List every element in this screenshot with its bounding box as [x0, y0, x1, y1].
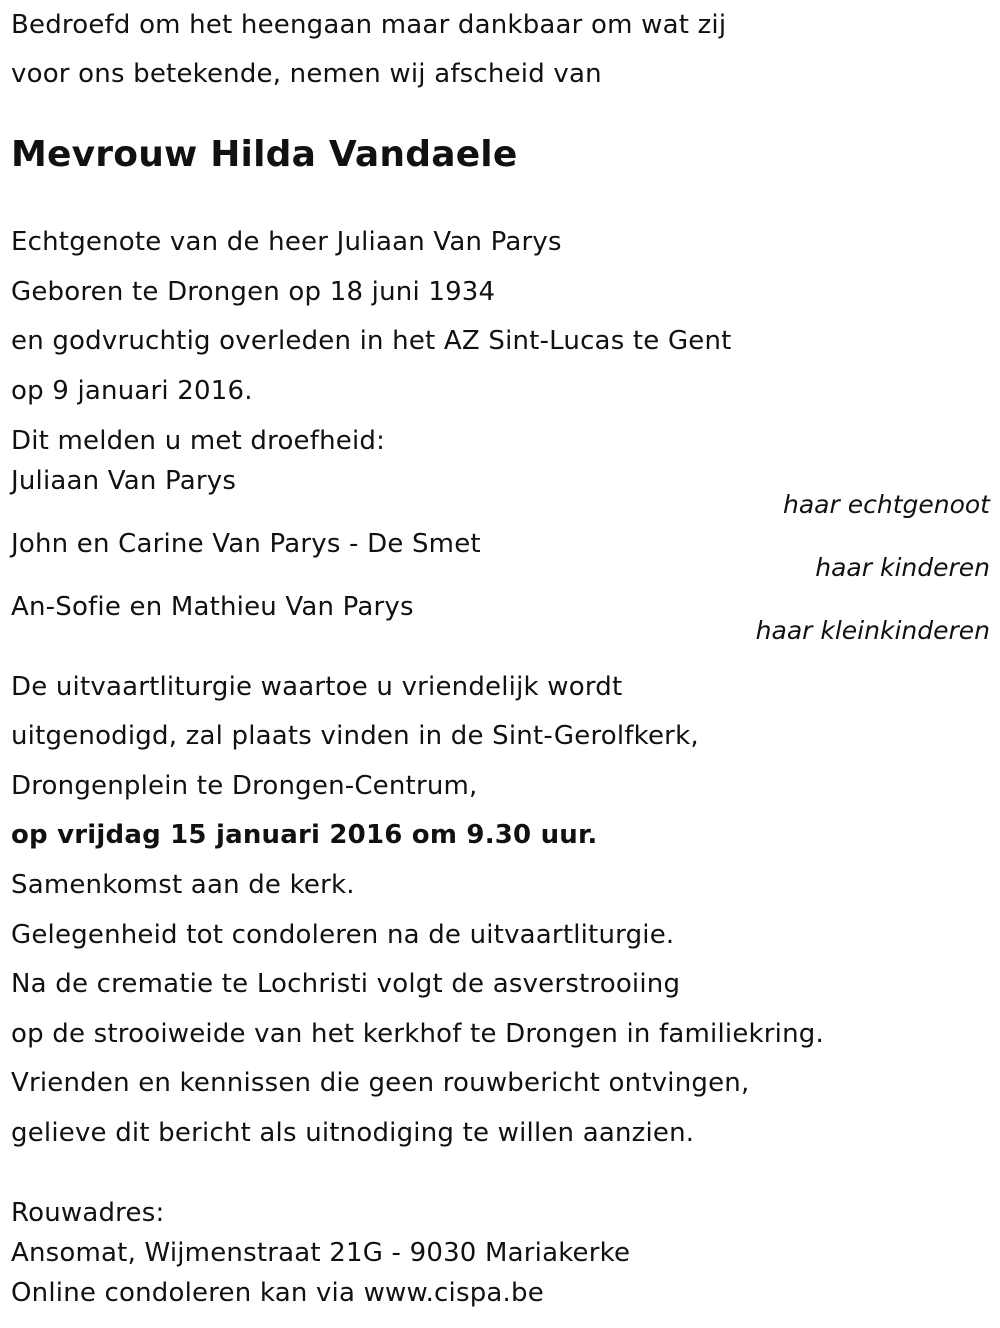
bio-line-4: op 9 januari 2016.	[11, 376, 253, 406]
details-line-6: gelieve dit bericht als uitnodiging te willen aanzien.	[11, 1118, 695, 1148]
details-line-1: Samenkomst aan de kerk.	[11, 870, 355, 900]
family-names-2: John en Carine Van Parys - De Smet	[11, 529, 481, 559]
intro-line-2: voor ons betekende, nemen wij afscheid van	[11, 59, 602, 89]
family-names-3: An-Sofie en Mathieu Van Parys	[11, 592, 414, 622]
family-names-1: Juliaan Van Parys	[11, 466, 237, 496]
ceremony-datetime: op vrijdag 15 januari 2016 om 9.30 uur.	[11, 820, 598, 850]
ceremony-line-3: Drongenplein te Drongen-Centrum,	[11, 771, 478, 801]
details-line-4: op de strooiweide van het kerkhof te Drongen in familiekring.	[11, 1019, 824, 1049]
ceremony-line-2: uitgenodigd, zal plaats vinden in de Sint-Gerolfkerk,	[11, 721, 699, 751]
intro-line-1: Bedroefd om het heengaan maar dankbaar om wat zij	[11, 10, 727, 40]
bio-line-1: Echtgenote van de heer Juliaan Van Parys	[11, 227, 562, 257]
announce-intro: Dit melden u met droefheid:	[11, 426, 386, 456]
address-label: Rouwadres:	[11, 1198, 165, 1228]
details-line-2: Gelegenheid tot condoleren na de uitvaartliturgie.	[11, 920, 675, 950]
online-condolence-text: Online condoleren kan via www.cispa.be	[11, 1278, 544, 1308]
family-relation-1: haar echtgenoot	[783, 490, 990, 519]
address-line: Ansomat, Wijmenstraat 21G - 9030 Mariakerke	[11, 1238, 631, 1268]
family-relation-2: haar kinderen	[815, 553, 990, 582]
details-line-5: Vrienden en kennissen die geen rouwbericht ontvingen,	[11, 1068, 750, 1098]
bio-line-3: en godvruchtig overleden in het AZ Sint-Lucas te Gent	[11, 326, 732, 356]
details-line-3: Na de crematie te Lochristi volgt de asverstrooiing	[11, 969, 681, 999]
deceased-name: Mevrouw Hilda Vandaele	[11, 134, 518, 175]
family-relation-3: haar kleinkinderen	[755, 616, 990, 645]
bio-line-2: Geboren te Drongen op 18 juni 1934	[11, 277, 496, 307]
ceremony-line-1: De uitvaartliturgie waartoe u vriendelijk wordt	[11, 672, 623, 702]
